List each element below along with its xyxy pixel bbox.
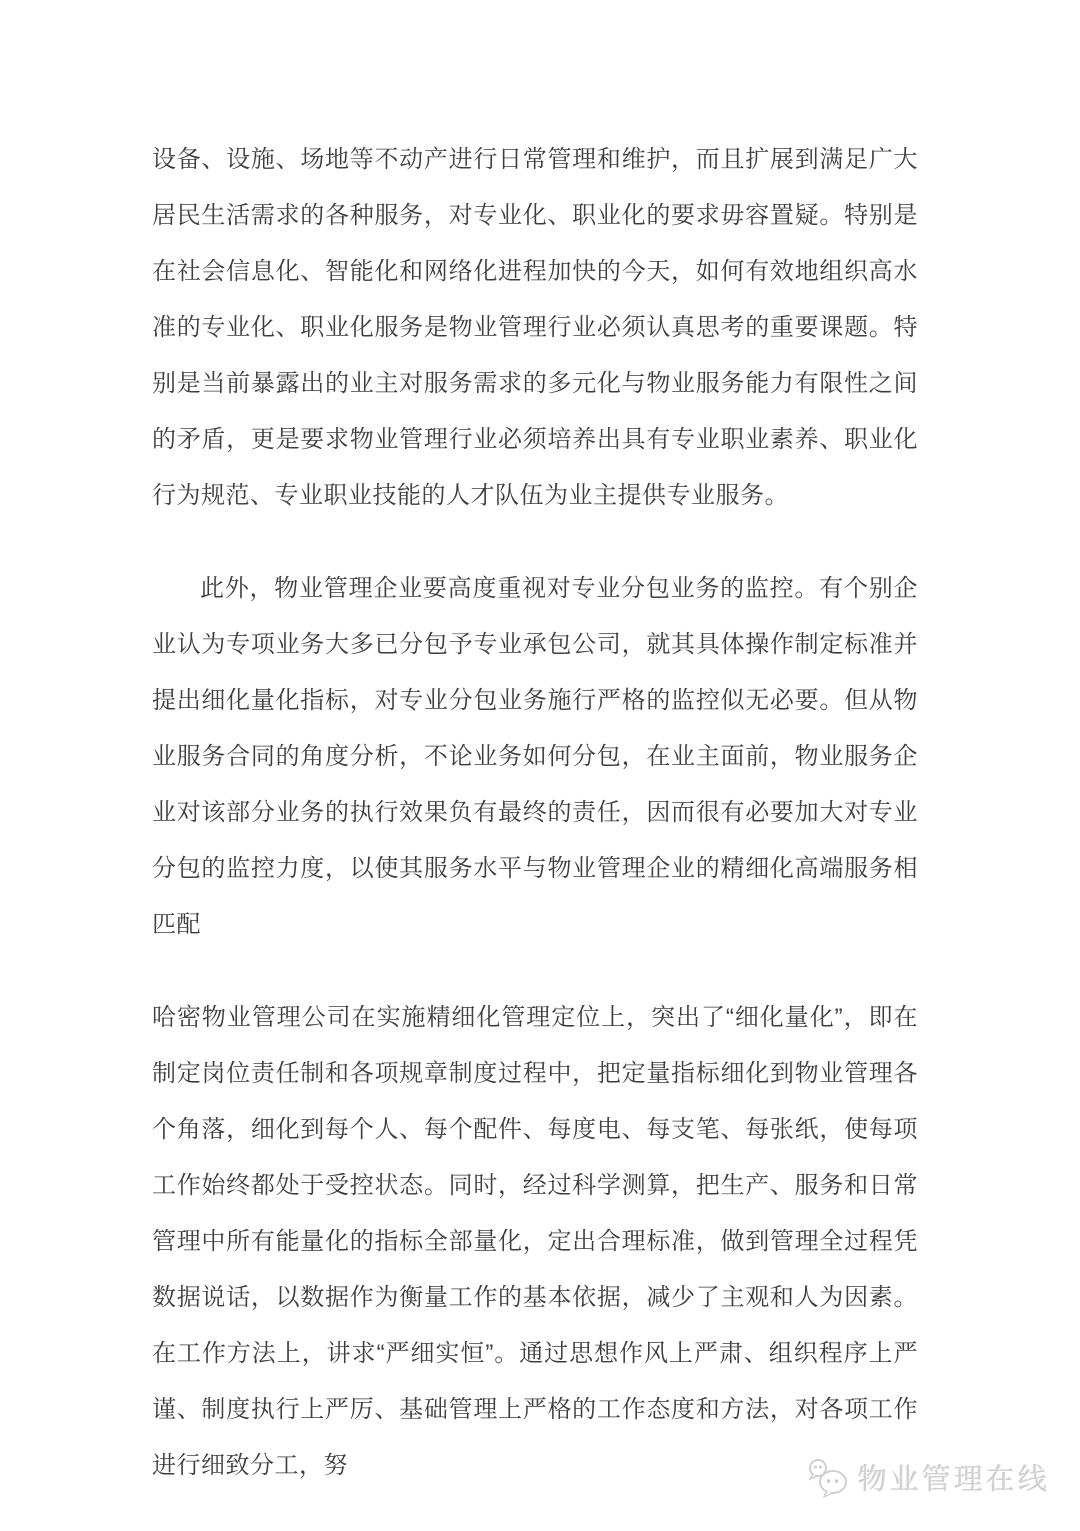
watermark-label: 物业管理在线 <box>857 1464 1050 1496</box>
watermark <box>805 1457 1050 1498</box>
wechat-icon <box>805 1458 851 1498</box>
article-body <box>152 132 918 1531</box>
paragraph-3: 哈密物业管理公司在实施精细化管理定位上，突出了“细化量化”，即在制定岗位责任制和各项规章制度过程中，把定量指标细化到物业管理各个角落，细化到每个人、每个配件、每度电、每支笔、每张纸，使每项工作始终都处于受控状态。同时，经过科学测算，把生产、服务和日常管理中所有能量化的指标全部量化，定出合理标准，做到管理全过程凭数据说话，以数据作为衡量工作的基本依据，减少了主观和人为因素。在工作方法上，讲求“严细实恒”。通过思想作风上严肃、组织程序上严谨、制度执行上严厉、基础管理上严格的工作态度和方法，对各项工作进行细致分工，努 <box>152 1004 918 1479</box>
paragraph-2: 此外，物业管理企业要高度重视对专业分包业务的监控。有个别企业认为专项业务大多已分包予专业承包公司，就其具体操作制定标准并提出细化量化指标，对专业分包业务施行严格的监控似无必要。但从物业服务合同的角度分析，不论业务如何分包，在业主面前，物业服务企业对该部分业务的执行效果负有最终的责任，因而很有必要加大对专业分包的监控力度，以使其服务水平与物业管理企业的精细化高端服务相匹配 <box>152 575 918 938</box>
paragraph-1: 设备、设施、场地等不动产进行日常管理和维护，而且扩展到满足广大居民生活需求的各种服务，对专业化、职业化的要求毋容置疑。特别是在社会信息化、智能化和网络化进程加快的今天，如何有效地组织高水准的专业化、职业化服务是物业管理行业必须认真思考的重要课题。特别是当前暴露出的业主对服务需求的多元化与物业服务能力有限性之间的矛盾，更是要求物业管理行业必须培养出具有专业职业素养、职业化行为规范、专业职业技能的人才队伍为业主提供专业服务。 <box>152 146 918 509</box>
